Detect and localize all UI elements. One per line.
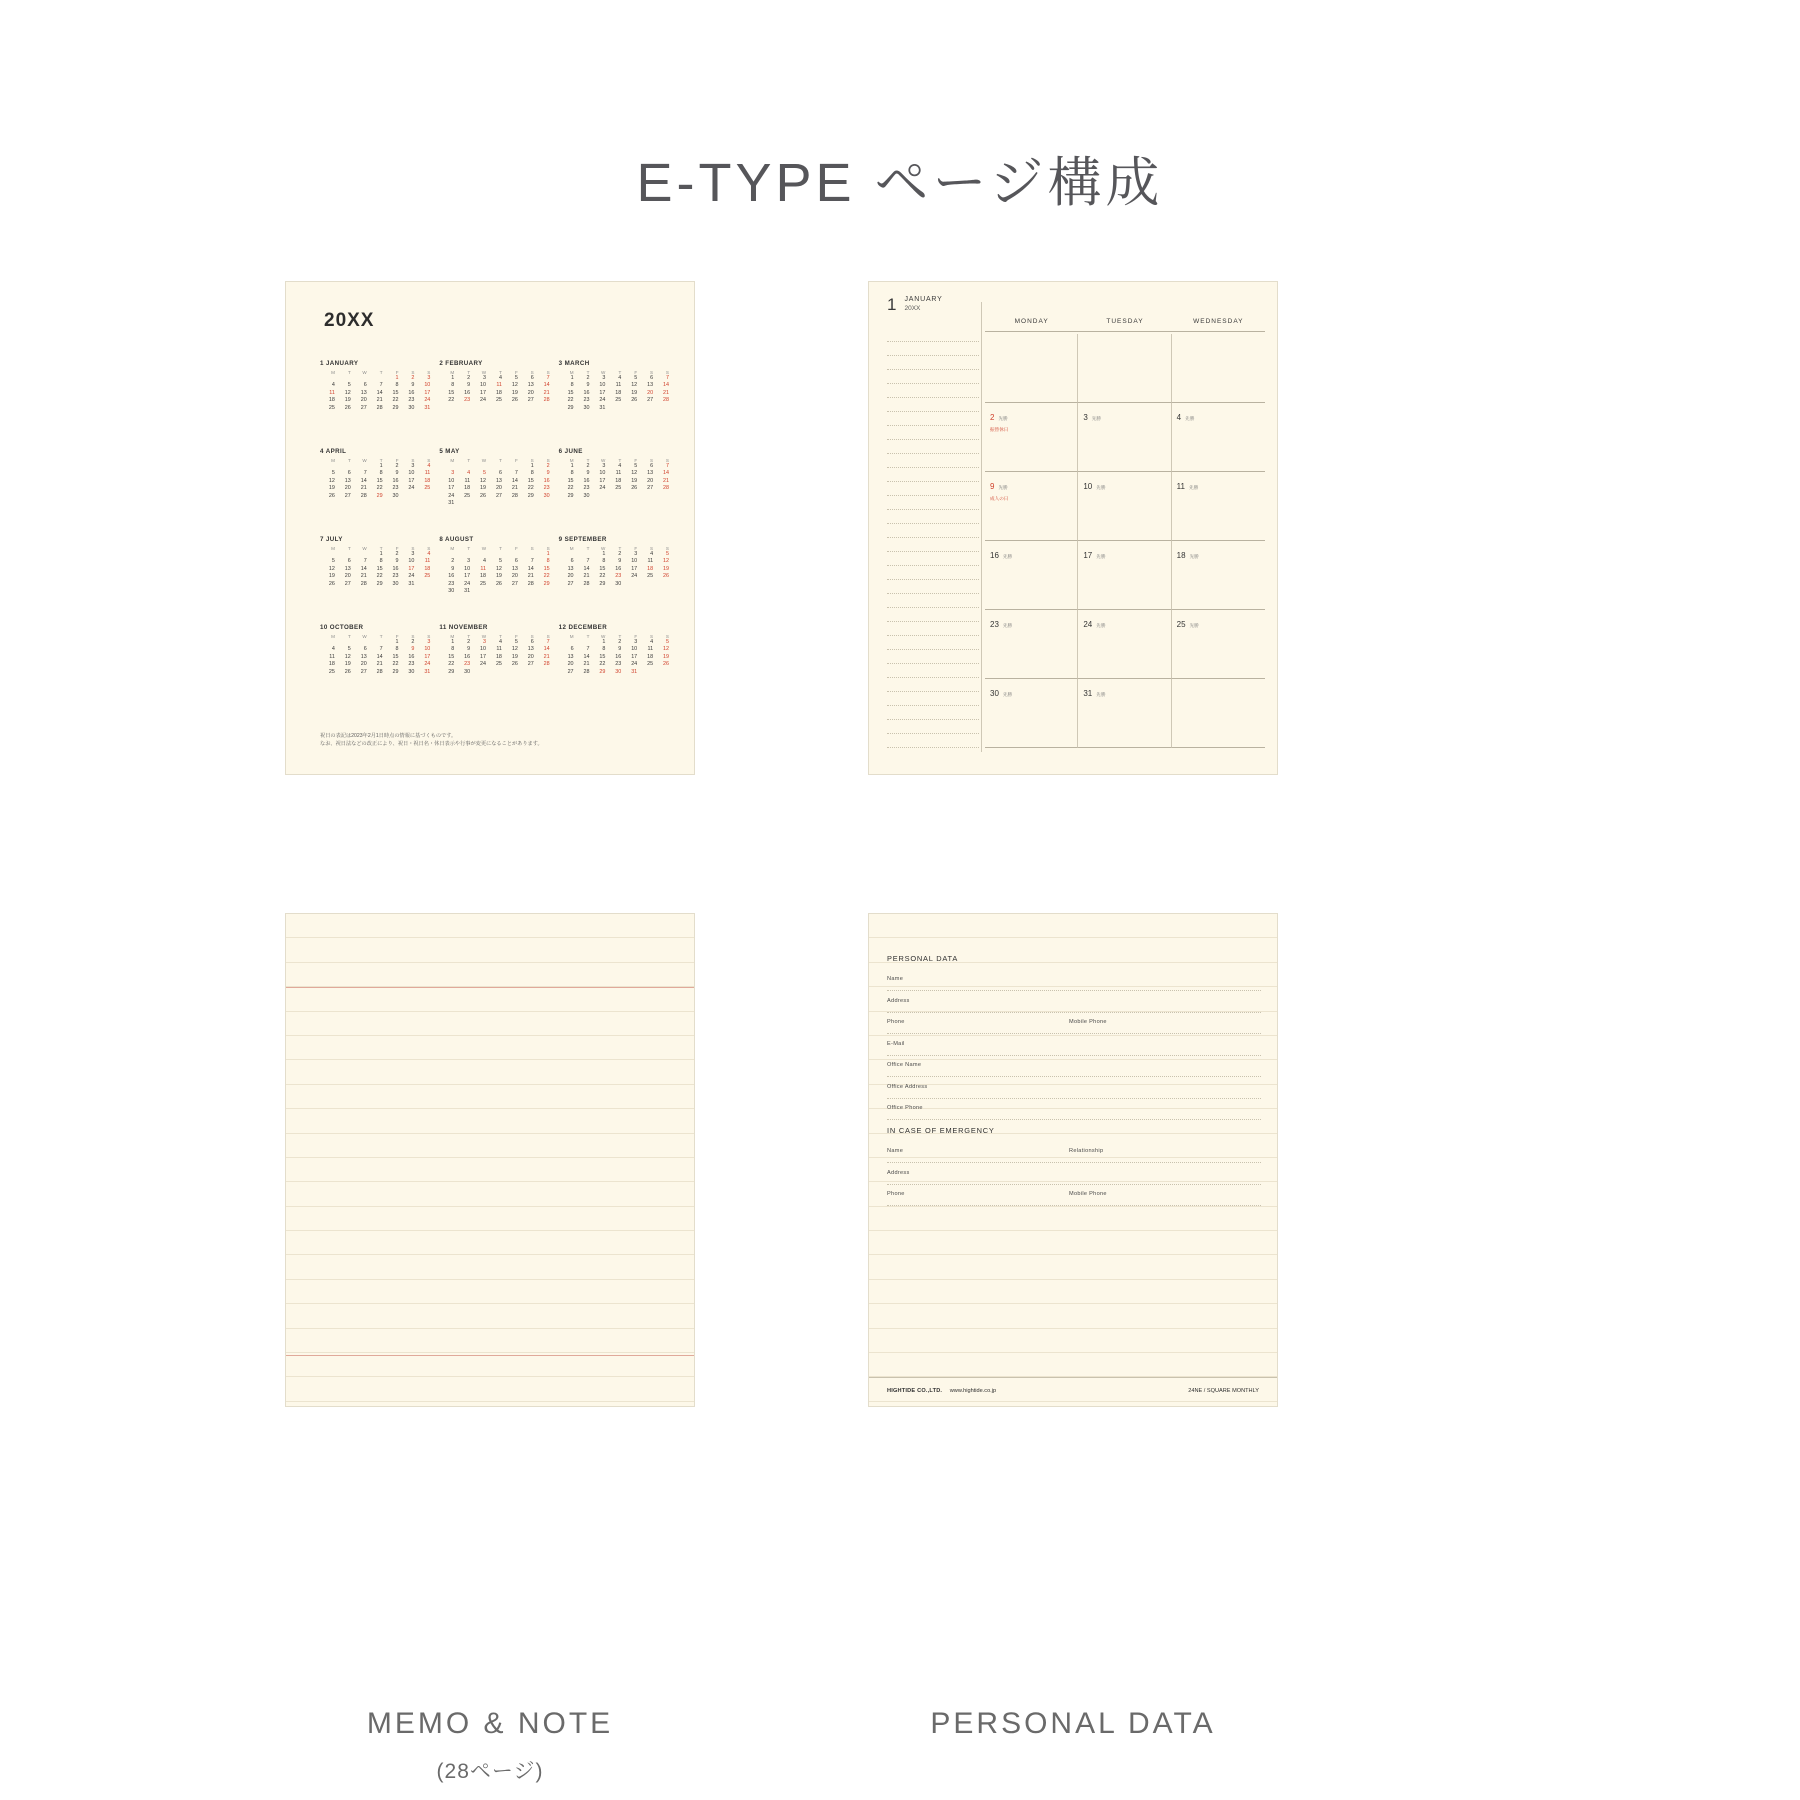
mini-month-week: 13 14 15 16 17 18 19 <box>567 565 669 572</box>
rokuyou-label: 先勝 <box>1189 623 1199 628</box>
day-number: 24 <box>1083 620 1093 629</box>
mini-month-week: 10 11 12 13 14 15 16 <box>448 477 550 484</box>
mini-month-dow-row: M T W T F S S <box>569 458 669 463</box>
monthly-day-cell[interactable] <box>1172 472 1265 541</box>
day-number: 10 <box>1083 482 1093 491</box>
rokuyou-label: 先勝 <box>1002 623 1013 628</box>
mini-month-week: 1 2 3 4 <box>379 463 431 469</box>
memo-line <box>887 538 979 552</box>
mini-month <box>320 360 431 448</box>
emergency-field-0-label: Name <box>887 1148 904 1154</box>
memo-line <box>887 650 979 664</box>
monthly-day-cell[interactable] <box>1172 403 1265 472</box>
mini-month-week: 18 19 20 21 22 23 24 <box>328 661 431 668</box>
memo-line <box>887 356 979 370</box>
day-number: 25 <box>1176 620 1186 629</box>
mini-month-dow-row: M T W T F S S <box>450 634 550 639</box>
page-title: E-TYPE ページ構成 <box>636 153 1164 213</box>
mini-month-name: 12 DECEMBER <box>558 624 608 631</box>
mini-month-dow-row: M T W T F S S <box>450 458 550 463</box>
ruled-line <box>869 1353 1277 1377</box>
mini-month-dow-row: M T W T F S S <box>450 546 550 551</box>
memo-line <box>887 608 979 622</box>
monthly-dow-monday: MONDAY <box>1014 318 1049 325</box>
memo-line <box>286 914 694 938</box>
rokuyou-label: 先勝 <box>1185 416 1195 421</box>
memo-line <box>887 328 979 342</box>
day-number: 16 <box>990 551 999 560</box>
monthly-month-name: JANUARY <box>904 296 943 303</box>
ruled-line <box>869 1280 1277 1304</box>
mini-month-week: 8 9 10 11 12 13 14 <box>570 470 669 477</box>
memo-line <box>286 1134 694 1158</box>
memo-line <box>887 734 979 748</box>
memo-line <box>887 566 979 580</box>
memo-line <box>887 580 979 594</box>
ruled-line <box>869 1060 1277 1084</box>
monthly-day-cell[interactable] <box>1078 679 1171 748</box>
memo-line <box>887 664 979 678</box>
monthly-day-cell[interactable] <box>1172 679 1265 748</box>
emergency-field-1-rule[interactable] <box>887 1184 1261 1185</box>
memo-line <box>286 1158 694 1182</box>
personal-caption-main: PERSONAL DATA <box>930 1707 1216 1740</box>
mini-month-dow-row: M T W T F S S <box>331 370 431 375</box>
monthly-vertical-divider <box>981 302 982 752</box>
mini-month <box>439 448 550 536</box>
memo-accent-rule-top <box>286 987 694 988</box>
mini-month-week: 15 16 17 18 19 20 21 <box>567 389 669 396</box>
memo-line <box>286 938 694 962</box>
day-number: 2 <box>990 413 995 422</box>
mini-month-week: 17 18 19 20 21 22 23 <box>448 485 550 492</box>
memo-caption-main: MEMO & NOTE <box>366 1707 614 1740</box>
memo-line <box>286 1060 694 1084</box>
mini-month-dow-row: M T W T F S S <box>569 634 669 639</box>
personal-data-sheet <box>868 913 1278 1407</box>
memo-line <box>286 1280 694 1304</box>
emergency-field-0-rule[interactable] <box>887 1162 1261 1163</box>
mini-month-dow-row: M T W T F S S <box>331 458 431 463</box>
mini-month-week: 22 23 24 25 26 27 28 <box>567 397 669 404</box>
memo-line <box>286 963 694 987</box>
mini-month-week: 25 26 27 28 29 30 31 <box>328 404 431 411</box>
ruled-line <box>869 1207 1277 1231</box>
monthly-month-number: 1 <box>887 295 897 314</box>
rokuyou-label: 先勝 <box>1096 554 1106 559</box>
memo-line <box>286 1255 694 1279</box>
mini-month-week: 3 4 5 6 7 8 9 <box>451 470 550 477</box>
mini-month-name: 6 JUNE <box>558 448 583 455</box>
mini-month-week: 19 20 21 22 23 24 25 <box>328 485 431 492</box>
mini-month-week: 13 14 15 16 17 18 19 <box>567 653 669 660</box>
memo-line <box>887 426 979 440</box>
rokuyou-label: 先勝 <box>1096 692 1106 697</box>
personal-field-0-label: Name <box>887 976 904 982</box>
mini-month-week: 16 17 18 19 20 21 22 <box>448 573 550 580</box>
mini-month-week: 4 5 6 7 8 9 10 <box>331 646 431 653</box>
holiday-label: 振替休日 <box>990 427 1009 432</box>
mini-month-dow-row: M T W T F S S <box>331 546 431 551</box>
mini-month-week: 22 23 24 25 26 27 28 <box>567 485 669 492</box>
calendar-months-grid <box>320 360 670 712</box>
footer-url: www.hightide.co.jp <box>949 1388 997 1394</box>
personal-section-title-2: IN CASE OF EMERGENCY <box>887 1126 995 1135</box>
mini-month-week: 22 23 24 25 26 27 28 <box>448 397 550 404</box>
rokuyou-label: 先勝 <box>1188 485 1199 490</box>
mini-month-name: 8 AUGUST <box>439 536 474 543</box>
personal-footer-divider <box>869 1377 1277 1378</box>
personal-caption <box>868 1707 1278 1755</box>
monthly-memo-lines <box>887 328 979 748</box>
day-number: 23 <box>990 620 999 629</box>
calendar-sheet <box>285 281 695 775</box>
memo-line <box>887 706 979 720</box>
memo-line <box>887 398 979 412</box>
memo-line <box>286 1231 694 1255</box>
memo-line <box>286 1377 694 1401</box>
memo-line <box>286 1012 694 1036</box>
mini-month-week: 30 31 <box>448 588 471 595</box>
mini-month <box>559 360 670 448</box>
rokuyou-label: 先勝 <box>1096 485 1106 490</box>
personal-field-4-rule[interactable] <box>887 1076 1261 1077</box>
memo-line <box>887 384 979 398</box>
mini-month-name: 10 OCTOBER <box>320 624 364 631</box>
monthly-day-cell[interactable] <box>1172 541 1265 610</box>
memo-line <box>887 678 979 692</box>
mini-month-week: 20 21 22 23 24 25 26 <box>567 661 669 668</box>
mini-month <box>559 624 670 712</box>
personal-ruled-lines <box>869 914 1277 1406</box>
calendar-note-line2: なお、祝日法などの改正により、祝日・祝日名・休日表示や行事が変更になることがあります。 <box>320 741 543 747</box>
monthly-day-cell[interactable] <box>1172 334 1265 403</box>
memo-line <box>887 440 979 454</box>
calendar-year-label: 20XX <box>324 310 375 331</box>
memo-accent-rule-bottom <box>286 1355 694 1356</box>
emergency-field-0-label-secondary: Relationship <box>1069 1148 1104 1154</box>
memo-line <box>887 692 979 706</box>
day-number: 31 <box>1083 689 1093 698</box>
mini-month-week: 11 12 13 14 15 16 17 <box>329 389 431 396</box>
mini-month-name: 7 JULY <box>320 536 343 543</box>
memo-caption-sub: (28ページ) <box>436 1760 544 1783</box>
personal-field-2-rule[interactable] <box>887 1033 1261 1034</box>
emergency-field-2-label: Phone <box>887 1191 905 1197</box>
memo-line <box>887 720 979 734</box>
memo-line <box>286 1109 694 1133</box>
ruled-line <box>869 1255 1277 1279</box>
ruled-line <box>869 1134 1277 1158</box>
personal-field-6-label: Office Phone <box>887 1105 923 1111</box>
monthly-day-cell[interactable] <box>985 541 1078 610</box>
mini-month-week: 15 16 17 18 19 20 21 <box>448 389 550 396</box>
day-number: 17 <box>1083 551 1093 560</box>
memo-line <box>887 412 979 426</box>
monthly-header <box>887 296 943 313</box>
mini-month-name: 11 NOVEMBER <box>439 624 488 631</box>
rokuyou-label: 先勝 <box>1002 554 1013 559</box>
mini-month-week: 31 <box>448 500 455 507</box>
mini-month-week: 15 16 17 18 19 20 21 <box>567 477 669 484</box>
mini-month-week: 1 2 3 4 5 <box>602 639 669 645</box>
day-number: 18 <box>1176 551 1186 560</box>
mini-month-week: 1 2 3 4 5 6 7 <box>451 375 550 381</box>
footer-company: HIGHTIDE CO.,LTD. <box>887 1388 943 1394</box>
mini-month-dow-row: M T W T F S S <box>569 546 669 551</box>
rokuyou-label: 先勝 <box>998 485 1008 490</box>
memo-line <box>286 1036 694 1060</box>
mini-month-week: 19 20 21 22 23 24 25 <box>328 573 431 580</box>
day-number: 9 <box>990 482 995 491</box>
monthly-day-cell[interactable] <box>985 403 1078 472</box>
mini-month-week: 2 3 4 5 6 7 8 <box>451 558 550 565</box>
mini-month-week: 9 10 11 12 13 14 15 <box>451 565 550 572</box>
memo-line <box>887 496 979 510</box>
monthly-dow-header <box>985 318 1265 332</box>
monthly-dow-wednesday: WEDNESDAY <box>1193 318 1244 325</box>
memo-line <box>286 987 694 1011</box>
memo-line <box>286 1085 694 1109</box>
emergency-field-2-rule[interactable] <box>887 1205 1261 1206</box>
memo-line <box>286 1329 694 1353</box>
memo-caption <box>285 1707 695 1785</box>
monthly-dow-tuesday: TUESDAY <box>1106 318 1144 325</box>
monthly-sheet <box>868 281 1278 775</box>
mini-month <box>439 536 550 624</box>
ruled-line <box>869 963 1277 987</box>
rokuyou-label: 先勝 <box>1002 692 1013 697</box>
personal-field-3-rule[interactable] <box>887 1055 1261 1056</box>
monthly-day-cell[interactable] <box>1078 334 1171 403</box>
mini-month-week: 1 2 3 4 <box>379 551 431 557</box>
mini-month-week: 1 2 3 4 5 6 7 <box>570 375 669 381</box>
memo-line <box>887 468 979 482</box>
footer-product-code: 24NE / SQUARE MONTHLY <box>1188 1388 1259 1394</box>
day-number: 11 <box>1176 482 1185 491</box>
mini-month-week: 18 19 20 21 22 23 24 <box>328 397 431 404</box>
personal-field-6-rule[interactable] <box>887 1119 1261 1120</box>
personal-field-2-label: Phone <box>887 1019 905 1025</box>
mini-month-dow-row: M T W T F S S <box>450 370 550 375</box>
personal-field-0-rule[interactable] <box>887 990 1261 991</box>
mini-month-week: 1 2 3 4 5 <box>602 551 669 557</box>
mini-month-week: 12 13 14 15 16 17 18 <box>328 477 431 484</box>
monthly-day-cell[interactable] <box>1078 472 1171 541</box>
memo-line <box>286 1304 694 1328</box>
personal-field-1-rule[interactable] <box>887 1012 1261 1013</box>
mini-month-week: 8 9 10 11 12 13 14 <box>570 382 669 389</box>
monthly-year-label: 20XX <box>904 305 921 312</box>
mini-month-week: 1 2 3 <box>395 375 431 381</box>
mini-month <box>439 624 550 712</box>
rokuyou-label: 先勝 <box>998 416 1008 421</box>
memo-line <box>887 636 979 650</box>
mini-month-week: 4 5 6 7 8 9 10 <box>331 382 431 389</box>
memo-line <box>887 524 979 538</box>
mini-month-week: 8 9 10 11 12 13 14 <box>451 646 550 653</box>
day-number: 4 <box>1176 413 1182 422</box>
mini-month <box>439 360 550 448</box>
mini-month-week: 6 7 8 9 10 11 12 <box>570 646 669 653</box>
day-number: 30 <box>990 689 999 698</box>
memo-line <box>887 482 979 496</box>
personal-field-5-rule[interactable] <box>887 1098 1261 1099</box>
mini-month <box>320 448 431 536</box>
calendar-note-line1: 祝日の表記は2023年2月1日時点の情報に基づくものです。 <box>320 733 457 739</box>
mini-month-week: 11 12 13 14 15 16 17 <box>329 653 431 660</box>
mini-month-name: 4 APRIL <box>320 448 347 455</box>
mini-month <box>320 536 431 624</box>
rokuyou-label: 先勝 <box>1091 416 1101 421</box>
mini-month-week: 1 2 3 4 5 6 7 <box>451 639 550 645</box>
personal-field-5-label: Office Address <box>887 1083 928 1090</box>
memo-line <box>887 510 979 524</box>
mini-month-week: 29 30 <box>567 492 590 499</box>
memo-line <box>286 1207 694 1231</box>
monthly-day-cell[interactable] <box>985 679 1078 748</box>
monthly-day-cell[interactable] <box>1078 610 1171 679</box>
mini-month <box>559 448 670 536</box>
mini-month <box>320 624 431 712</box>
calendar-note <box>320 732 650 748</box>
monthly-day-grid <box>985 334 1265 748</box>
ruled-line <box>869 1304 1277 1328</box>
memo-line <box>887 454 979 468</box>
mini-month-name: 9 SEPTEMBER <box>558 536 607 543</box>
personal-footer-left <box>887 1388 996 1394</box>
ruled-line <box>869 914 1277 938</box>
memo-line <box>887 370 979 384</box>
mini-month-week: 29 30 31 <box>567 404 606 411</box>
monthly-day-cell[interactable] <box>985 472 1078 541</box>
mini-month-week: 1 2 3 4 5 6 7 <box>570 463 669 469</box>
memo-line <box>887 552 979 566</box>
monthly-day-cell[interactable] <box>1078 403 1171 472</box>
personal-section-title-1: PERSONAL DATA <box>887 954 959 963</box>
monthly-day-cell[interactable] <box>1078 541 1171 610</box>
monthly-day-cell[interactable] <box>985 334 1078 403</box>
mini-month-week: 15 16 17 18 19 20 21 <box>448 653 550 660</box>
mini-month-week: 1 2 <box>530 463 550 469</box>
holiday-label: 成人の日 <box>990 496 1009 501</box>
mini-month-week: 26 27 28 29 30 <box>328 492 399 499</box>
mini-month-name: 1 JANUARY <box>320 360 359 367</box>
ruled-line <box>869 1036 1277 1060</box>
monthly-day-cell[interactable] <box>985 610 1078 679</box>
day-number: 3 <box>1083 413 1088 422</box>
mini-month-week: 27 28 29 30 <box>567 580 622 587</box>
ruled-line <box>869 1231 1277 1255</box>
mini-month-week: 29 30 <box>448 668 471 675</box>
mini-month-dow-row: M T W T F S S <box>331 634 431 639</box>
memo-line <box>286 1353 694 1377</box>
mini-month <box>559 536 670 624</box>
personal-field-4-label: Office Name <box>887 1062 922 1068</box>
mini-month-week: 8 9 10 11 12 13 14 <box>451 382 550 389</box>
personal-field-1-label: Address <box>887 997 910 1004</box>
mini-month-week: 12 13 14 15 16 17 18 <box>328 565 431 572</box>
ruled-line <box>869 1329 1277 1353</box>
rokuyou-label: 先勝 <box>1096 623 1106 628</box>
memo-line <box>887 594 979 608</box>
monthly-day-cell[interactable] <box>1172 610 1265 679</box>
mini-month-week: 1 <box>546 551 550 557</box>
mini-month-week: 27 28 29 30 31 <box>567 668 638 675</box>
mini-month-week: 5 6 7 8 9 10 11 <box>331 470 431 477</box>
personal-field-3-label: E-Mail <box>887 1040 905 1047</box>
mini-month-name: 3 MARCH <box>558 360 590 367</box>
mini-month-week: 20 21 22 23 24 25 26 <box>567 573 669 580</box>
emergency-field-2-label-secondary: Mobile Phone <box>1069 1191 1107 1197</box>
mini-month-week: 1 2 3 <box>395 639 431 645</box>
mini-month-week: 24 25 26 27 28 29 30 <box>448 492 550 499</box>
mini-month-name: 5 MAY <box>439 448 460 455</box>
mini-month-week: 5 6 7 8 9 10 11 <box>331 558 431 565</box>
mini-month-week: 22 23 24 25 26 27 28 <box>448 661 550 668</box>
emergency-field-1-label: Address <box>887 1169 910 1176</box>
mini-month-dow-row: M T W T F S S <box>569 370 669 375</box>
mini-month-name: 2 FEBRUARY <box>439 360 483 367</box>
mini-month-week: 23 24 25 26 27 28 29 <box>448 580 550 587</box>
rokuyou-label: 先勝 <box>1189 554 1199 559</box>
memo-line <box>286 1182 694 1206</box>
memo-line <box>887 622 979 636</box>
memo-sheet <box>285 913 695 1407</box>
personal-field-2-label-secondary: Mobile Phone <box>1069 1019 1107 1025</box>
mini-month-week: 6 7 8 9 10 11 12 <box>570 558 669 565</box>
mini-month-week: 25 26 27 28 29 30 31 <box>328 668 431 675</box>
mini-month-week: 26 27 28 29 30 31 <box>328 580 415 587</box>
memo-line <box>887 342 979 356</box>
